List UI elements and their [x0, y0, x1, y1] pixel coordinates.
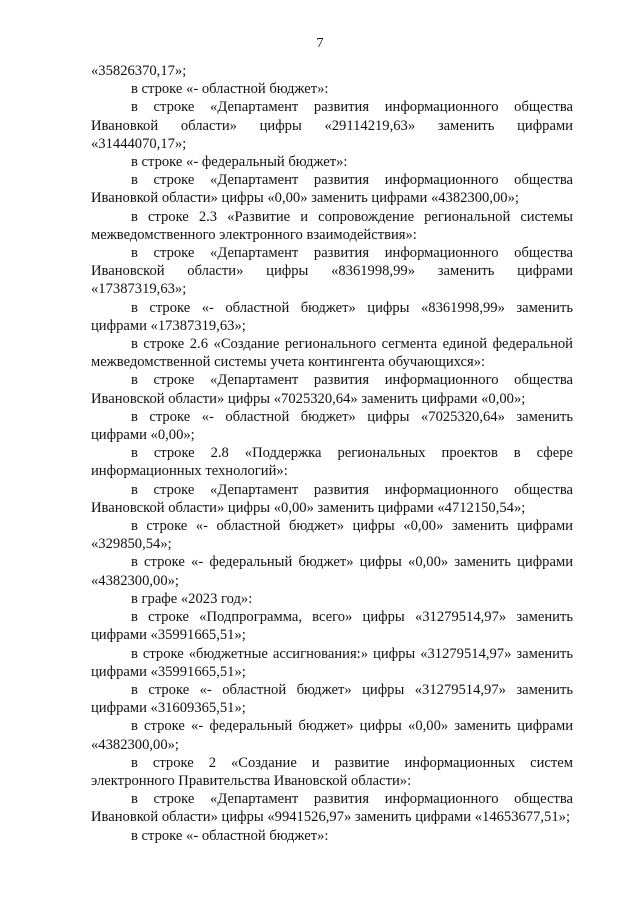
paragraph: в строке «бюджетные ассигнования:» цифры «31279514,97» заменить цифрами «35991665,51»; [91, 645, 573, 680]
paragraph: в строке «- областной бюджет» цифры «31279514,97» заменить цифрами «31609365,51»; [91, 681, 573, 717]
paragraph: в строке 2 «Создание и развитие информационных систем электронного Правительства Ивановской области»: [91, 754, 573, 789]
paragraph: в строке «Департамент развития информационного общества Ивановкой области» цифры «0,00» заменить цифрами «4382300,00»; [91, 172, 573, 207]
paragraph: в строке 2.3 «Развитие и сопровождение региональной системы межведомственного электронного взаимодействия»: [91, 208, 573, 243]
document-body [91, 62, 573, 845]
paragraph: в строке «- областной бюджет» цифры «7025320,64» заменить цифрами «0,00»; [91, 408, 573, 444]
paragraph: в графе «2023 год»: [131, 590, 253, 607]
paragraph: в строке 2.6 «Создание регионального сегмента единой федеральной межведомственной системы учета контингента обучающихся»: [91, 336, 573, 371]
paragraph: в строке «- областной бюджет» цифры «8361998,99» заменить цифрами «17387319,63»; [91, 299, 573, 334]
paragraph: в строке «- областной бюджет» цифры «0,00» заменить цифрами «329850,54»; [91, 518, 573, 553]
paragraph: в строке «Департамент развития информационного общества Ивановкой области» цифры «9941526,97» заменить цифрами «14653677,51»; [91, 791, 573, 826]
paragraph: в строке 2.8 «Поддержка региональных проектов в сфере информационных технологий»: [91, 445, 573, 480]
paragraph: в строке «- федеральный бюджет»: [131, 154, 348, 171]
paragraph: в строке «Департамент развития информационного общества Ивановской области» цифры «0,00» заменить цифрами «4712150,54»; [91, 481, 573, 516]
paragraph: в строке «- областной бюджет»: [131, 827, 329, 844]
paragraph: в строке «Департамент развития информационного общества Ивановской области» цифры «8361998,99» заменить цифрами «17387319,63»; [91, 245, 573, 298]
page-number: 7 [316, 36, 324, 51]
paragraph: в строке «- областной бюджет»: [131, 81, 329, 98]
paragraph: в строке «Подпрограмма, всего» цифры «31279514,97» заменить цифрами «35991665,51»; [91, 609, 573, 644]
paragraph: в строке «- федеральный бюджет» цифры «0,00» заменить цифрами «4382300,00»; [91, 718, 573, 753]
paragraph: «35826370,17»; [91, 63, 187, 79]
paragraph: в строке «Департамент развития информационного общества Ивановской области» цифры «7025320,64» заменить цифрами «0,00»; [91, 372, 573, 407]
paragraph: в строке «- федеральный бюджет» цифры «0,00» заменить цифрами «4382300,00»; [91, 554, 573, 589]
paragraph: в строке «Департамент развития информационного общества Ивановкой области» цифры «29114219,63» заменить цифрами «31444070,17»; [91, 99, 573, 152]
